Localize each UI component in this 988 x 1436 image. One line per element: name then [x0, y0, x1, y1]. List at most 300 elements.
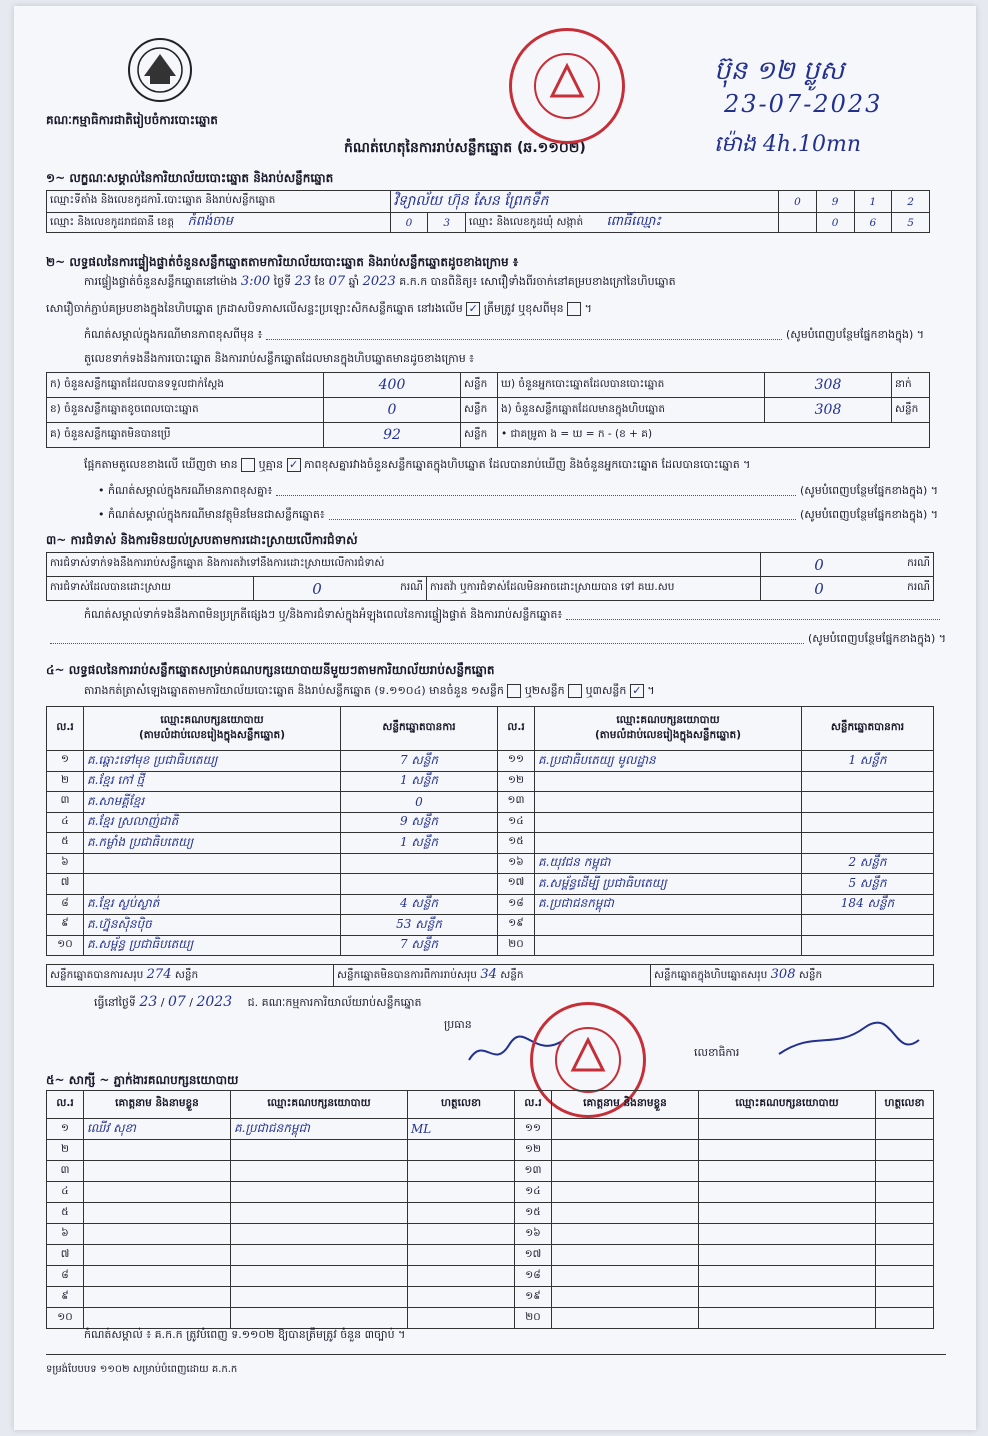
witness-name: [552, 1224, 699, 1245]
witness-row: [47, 1287, 934, 1308]
total-invalid-unit: សន្លឹក: [500, 969, 524, 981]
witness-party: [231, 1245, 408, 1266]
poll-station-value: វិទ្យាល័យ ហ៊ុន សែន ព្រែកទឹក: [390, 191, 778, 213]
witness-no: ១៧: [515, 1245, 552, 1266]
commune-cell: [466, 213, 779, 233]
witness-signature: [876, 1287, 934, 1308]
unused-unit: សន្លឹក: [461, 423, 498, 448]
witness-signature: [408, 1161, 515, 1182]
in-box-label: ង) ចំនួនសន្លឹកឆ្នោតដែលមានក្នុងហិបឆ្នោត: [498, 398, 765, 423]
witness-col-name-right: គោត្តនាម និងនាមខ្លួន: [552, 1091, 699, 1119]
witness-no: ៨: [47, 1266, 84, 1287]
handwritten-note-line1: ប៊ុន ១២ ប្លូស: [714, 56, 845, 86]
secretary-signature: [774, 1020, 924, 1068]
party-votes: 184 សន្លឹក: [802, 894, 934, 915]
witness-no: ២០: [515, 1308, 552, 1329]
witness-party: [231, 1287, 408, 1308]
witness-signature: [408, 1203, 515, 1224]
incorrect-checkbox[interactable]: [567, 302, 581, 316]
col-party-right: [535, 707, 802, 751]
witness-party: [231, 1161, 408, 1182]
one-sheet-checkbox[interactable]: [507, 684, 521, 698]
col-party-title: ឈ្មោះគណបក្សនយោបាយ: [160, 713, 264, 726]
seal-line: សោរ៉ៀំចាក់ភ្ជាប់គម្របខាងក្នុងនៃហិបឆ្នោត ក្រដាសបិទភាសលើសន្ទះប្រឡោះសិកសន្លឹកឆ្នោត នៅរងលើម ✓ ត្រឹមត្រូវ ឬខុសពីមុន ។: [46, 302, 592, 315]
witness-row: [47, 1245, 934, 1266]
witness-no: ១៦: [515, 1224, 552, 1245]
party-row: [47, 874, 934, 895]
party-name: [535, 792, 802, 813]
president-label: ប្រធាន: [444, 1018, 472, 1031]
party-votes: [802, 771, 934, 792]
witness-no: ១០: [47, 1308, 84, 1329]
party-name: គ.ប្រជាធិបតេយ្យ មូលដ្ឋាន: [535, 751, 802, 772]
party-no: ៥: [47, 833, 84, 854]
party-no: ៩: [47, 915, 84, 936]
witness-name: [552, 1266, 699, 1287]
witness-signature: [408, 1266, 515, 1287]
witness-no: ១: [47, 1119, 84, 1140]
witness-name: [552, 1287, 699, 1308]
col-party-subtitle: (តាមលំដាប់លេខរៀងក្នុងសន្លឹកឆ្នោត): [138, 728, 286, 741]
bullet1-field[interactable]: [276, 484, 796, 496]
correct-checkbox[interactable]: ✓: [466, 302, 480, 316]
witness-party: [231, 1224, 408, 1245]
party-votes: [802, 812, 934, 833]
section4-title: ៤~ លទ្ធផលនៃការរាប់សន្លឹកឆ្នោតសម្រាប់គណបក្សនយោបាយនីមួយៗតាមការិយាល័យរាប់សន្លឹកឆ្នោត: [46, 663, 495, 677]
verify-month-label: ខែ: [314, 275, 326, 288]
party-name: [535, 771, 802, 792]
objections-unit: ករណី: [877, 553, 934, 577]
section1-title: ១~ លក្ខណៈសម្គាល់នៃការិយាល័យបោះឆ្នោត និងរាប់សន្លឹកឆ្នោត: [46, 171, 334, 185]
witness-party: [231, 1182, 408, 1203]
spoiled-unit: សន្លឹក: [461, 398, 498, 423]
party-name: គ.ខ្មែរ ស្រលាញ់ជាតិ: [84, 812, 341, 833]
station-code-digit: 2: [892, 191, 930, 213]
total-box-unit: សន្លឹក: [798, 969, 823, 981]
party-votes: 53 សន្លឹក: [341, 915, 498, 936]
party-no: ៦: [47, 853, 84, 874]
party-no: ១: [47, 751, 84, 772]
has-difference-checkbox[interactable]: [241, 458, 255, 472]
date-label: ធ្វើនៅថ្ងៃទី: [94, 996, 136, 1009]
witness-row: [47, 1161, 934, 1182]
province-code-digit: 3: [428, 213, 466, 233]
witness-signature: [876, 1161, 934, 1182]
footer-divider: [46, 1354, 946, 1355]
witness-name: [552, 1245, 699, 1266]
org-name: គណៈកម្មាធិការជាតិរៀបចំការបោះឆ្នោត: [46, 113, 218, 127]
unresolved-label: ការតវ៉ា ឬការជំទាស់ដែលមិនអាចដោះស្រាយបាន ទៅ គឃ.សប: [427, 577, 761, 601]
station-code-digit: 1: [854, 191, 892, 213]
total-valid-label: សន្លឹកឆ្នោតបានការសរុប: [50, 969, 144, 981]
result-line-text: ផ្អែកតាមតួលេខខាងលើ ឃើញថា មាន: [84, 458, 238, 471]
witness-row: [47, 1203, 934, 1224]
witness-name: [84, 1182, 231, 1203]
witness-col-no: ល.រ: [47, 1091, 84, 1119]
witness-signature: [876, 1266, 934, 1287]
party-votes: 7 សន្លឹក: [341, 935, 498, 956]
witness-name: [552, 1161, 699, 1182]
witness-name: [552, 1308, 699, 1329]
witness-row: [47, 1182, 934, 1203]
party-votes: 5 សន្លឹក: [802, 874, 934, 895]
irregularity-note-label: កំណត់សម្គាល់ទាក់ទងនឹងភាពមិនប្រក្រតីផ្សេងៗ ឬ/និងការជំទាស់ក្នុងអំឡុងពេលនៃការផ្ទៀងផ្ទាត់ និងការរាប់សន្លឹកឆ្នោត៖: [84, 608, 563, 621]
witness-no: ៤: [47, 1182, 84, 1203]
party-row: [47, 894, 934, 915]
verify-month: 07: [328, 274, 346, 289]
no-difference-label: ឬគ្មាន: [258, 458, 284, 471]
party-name: គ.ហ្វ៊ុនស៊ិនប៉ិច: [84, 915, 341, 936]
correct-label: ត្រឹមត្រូវ: [483, 302, 515, 315]
commune-value: ពោធិ៍ឈ្មោះ: [606, 214, 662, 229]
total-valid-cell: [47, 965, 334, 987]
witness-name: ឈើវ សុខា: [84, 1119, 231, 1140]
witness-signature: [876, 1308, 934, 1329]
received-value: 400: [324, 373, 461, 398]
witness-row: [47, 1119, 934, 1140]
section2-title: ២~ លទ្ធផលនៃការផ្ទៀងផ្ទាត់ចំនួនសន្លឹកឆ្នោតតាមការិយាល័យបោះឆ្នោត និងរាប់សន្លឹកឆ្នោតដូចខាងក្រោម ៖: [46, 255, 519, 269]
two-sheet-label: ឬ២សន្លឹក: [524, 684, 565, 697]
witness-row: [47, 1224, 934, 1245]
received-unit: សន្លឹក: [461, 373, 498, 398]
province-label: ឈ្មោះ និងលេខកូដរាជធានី ខេត្ត: [50, 216, 175, 228]
bullet2-row: [98, 508, 938, 524]
section1-table: [46, 190, 930, 233]
col-votes-right: សន្លឹកឆ្នោតបានការ: [802, 707, 934, 751]
witness-col-no-right: ល.រ: [515, 1091, 552, 1119]
spoiled-label: ខ) ចំនួនសន្លឹកឆ្នោតខូចពេលបោះឆ្នោត: [47, 398, 324, 423]
witness-name: [84, 1308, 231, 1329]
witness-no: ២: [47, 1140, 84, 1161]
witness-party: [231, 1266, 408, 1287]
witness-col-party-right: ឈ្មោះគណបក្សនយោបាយ: [699, 1091, 876, 1119]
col-party: [84, 707, 341, 751]
col-no-right: ល.រ: [498, 707, 535, 751]
party-name: [84, 874, 341, 895]
nec-emblem-icon: [126, 36, 194, 104]
witness-table: [46, 1090, 934, 1329]
form-title: កំណត់ហេតុនៃការរាប់សន្លឹកឆ្នោត (ឆ.១១០២): [344, 140, 586, 156]
witness-signature: [408, 1182, 515, 1203]
official-stamp-top: [509, 28, 625, 144]
total-valid-unit: សន្លឹក: [174, 969, 199, 981]
party-votes: [341, 853, 498, 874]
witness-signature: [876, 1224, 934, 1245]
party-name: [84, 853, 341, 874]
col-party-title-right: ឈ្មោះគណបក្សនយោបាយ: [616, 713, 720, 726]
witness-party: [699, 1203, 876, 1224]
witness-no: ១៣: [515, 1161, 552, 1182]
station-code-digit: 0: [779, 191, 817, 213]
commune-code-digit: 5: [892, 213, 930, 233]
bullet1-label: • កំណត់សម្គាល់ក្នុងករណីមានភាពខុសគ្នា៖: [98, 484, 273, 497]
witness-name: [84, 1203, 231, 1224]
total-invalid-value: 34: [480, 967, 497, 982]
verify-year: 2023: [362, 274, 396, 289]
witness-party: [699, 1119, 876, 1140]
figures-table: [46, 372, 930, 448]
voters-unit: នាក់: [892, 373, 930, 398]
section3-title: ៣~ ការជំទាស់ និងការមិនយល់ស្របតាមការដោះស្រាយលើការជំទាស់: [46, 533, 358, 547]
footer-text: ទម្រង់បែបបទ ១១០២ សម្រាប់បំពេញដោយ គ.ក.ក: [46, 1364, 238, 1375]
bullet1-row: [98, 484, 938, 500]
objections-label: ការជំទាស់ទាក់ទងនឹងការរាប់សន្លឹកឆ្នោត និងការតវ៉ាទៅនឹងការដោះស្រាយលើការជំទាស់: [47, 553, 761, 577]
total-box-cell: [651, 965, 934, 987]
party-results-table: [46, 706, 934, 956]
resolved-unit: ករណី: [380, 577, 427, 601]
witness-party: [699, 1224, 876, 1245]
anomaly-note-field[interactable]: [266, 328, 782, 340]
verify-day: 23: [294, 274, 312, 289]
anomaly-note-row: [84, 328, 924, 344]
witness-party: [699, 1182, 876, 1203]
party-votes: 2 សន្លឹក: [802, 853, 934, 874]
witness-name: [84, 1266, 231, 1287]
witness-name: [84, 1224, 231, 1245]
handwritten-note-date: 23-07-2023: [724, 90, 883, 118]
party-votes: [802, 935, 934, 956]
party-no: ៤: [47, 812, 84, 833]
party-row: [47, 792, 934, 813]
poll-station-label: ឈ្មោះទីតាំង និងលេខកូដការិ.បោះឆ្នោត និងរាប់សន្លឹកឆ្នោត: [47, 191, 391, 213]
party-row: [47, 751, 934, 772]
witness-name: [552, 1203, 699, 1224]
commune-code-digit: 0: [816, 213, 854, 233]
witness-col-name: គោត្តនាម និងនាមខ្លួន: [84, 1091, 231, 1119]
party-name: គ.ឆ្ពោះទៅមុខ ប្រជាធិបតេយ្យ: [84, 751, 341, 772]
witness-no: ១៤: [515, 1182, 552, 1203]
resolved-label: ការជំទាស់ដែលបានដោះស្រាយ: [47, 577, 254, 601]
party-votes: 4 សន្លឹក: [341, 894, 498, 915]
party-name: គ.កម្លាំង ប្រជាធិបតេយ្យ: [84, 833, 341, 854]
unresolved-value: 0: [761, 577, 878, 601]
objections-table: [46, 552, 934, 601]
verify-line: [84, 274, 944, 291]
witness-signature: [876, 1245, 934, 1266]
witness-signature: [876, 1140, 934, 1161]
party-name: [535, 812, 802, 833]
date-month: 07: [167, 994, 186, 1010]
party-votes: [802, 833, 934, 854]
totals-table: [46, 964, 934, 987]
party-votes: [341, 874, 498, 895]
party-votes: 1 សន្លឹក: [802, 751, 934, 772]
witness-no: ៧: [47, 1245, 84, 1266]
witness-party: គ.ប្រជាជនកម្ពុជា: [231, 1119, 408, 1140]
party-name: គ.ប្រជាជនកម្ពុជា: [535, 894, 802, 915]
commune-code-digit: 6: [854, 213, 892, 233]
party-name: គ.ខ្មែរ កៅ ថ្មី: [84, 771, 341, 792]
party-row: [47, 812, 934, 833]
party-no: ១៨: [498, 894, 535, 915]
witness-no: ៩: [47, 1287, 84, 1308]
witness-party: [231, 1308, 408, 1329]
province-label-cell: [47, 213, 391, 233]
irregularity-note-row2: [46, 632, 946, 648]
received-label: ក) ចំនួនសន្លឹកឆ្នោតដែលបានទទួលជាក់ស្តែង: [47, 373, 324, 398]
party-no: ១៧: [498, 874, 535, 895]
verify-time: 3:00: [240, 274, 271, 289]
party-name: គ.សម្ព័ន្ធ ប្រជាធិបតេយ្យ: [84, 935, 341, 956]
irregularity-note-field[interactable]: [566, 608, 940, 620]
witness-row: [47, 1140, 934, 1161]
total-invalid-cell: [334, 965, 651, 987]
witness-signature: [876, 1182, 934, 1203]
witness-signature: [876, 1203, 934, 1224]
party-no: ៧: [47, 874, 84, 895]
party-no: ៨: [47, 894, 84, 915]
in-box-value: 308: [765, 398, 892, 423]
party-no: ២: [47, 771, 84, 792]
party-votes: 1 សន្លឹក: [341, 833, 498, 854]
secretary-label: លេខាធិការ: [694, 1046, 740, 1059]
figures-intro: តួលេខទាក់ទងនឹងការបោះឆ្នោត និងការរាប់សន្លឹកឆ្នោតដែលមានក្នុងហិបឆ្នោតមានដូចខាងក្រោម ៖: [84, 352, 475, 365]
result-line: [84, 458, 944, 474]
unresolved-unit: ករណី: [877, 577, 934, 601]
party-name: គ.សម្ព័ន្ធដើម្បី ប្រជាធិបតេយ្យ: [535, 874, 802, 895]
party-no: ២០: [498, 935, 535, 956]
witness-party: [699, 1287, 876, 1308]
witness-signature: ML: [408, 1119, 515, 1140]
witness-name: [552, 1119, 699, 1140]
witness-signature: [408, 1308, 515, 1329]
unused-label: គ) ចំនួនសន្លឹកឆ្នោតមិនបានប្រើ: [47, 423, 324, 448]
party-no: ១៥: [498, 833, 535, 854]
commune-label: ឈ្មោះ និងលេខកូដឃុំ សង្កាត់: [469, 216, 584, 228]
party-no: ៣: [47, 792, 84, 813]
witness-name: [552, 1140, 699, 1161]
section5-title: ៥~ សាក្សី ~ ភ្នាក់ងារគណបក្សនយោបាយ: [46, 1073, 239, 1087]
three-sheet-label: ឬ៣សន្លឹក: [585, 684, 627, 697]
total-invalid-label: សន្លឹកឆ្នោតមិនបានការពីការរាប់សរុប: [337, 969, 477, 981]
witness-col-sign-right: ហត្ថលេខា: [876, 1091, 934, 1119]
no-difference-checkbox[interactable]: ✓: [287, 458, 301, 472]
col-no: ល.រ: [47, 707, 84, 751]
witness-row: [47, 1266, 934, 1287]
witness-no: ៣: [47, 1161, 84, 1182]
commune-code-blank: [779, 213, 817, 233]
witness-no: ១២: [515, 1140, 552, 1161]
witness-no: ៥: [47, 1203, 84, 1224]
witness-signature: [408, 1224, 515, 1245]
objections-value: 0: [761, 553, 878, 577]
party-rows: [47, 751, 934, 956]
witness-name: [84, 1287, 231, 1308]
party-votes: [802, 792, 934, 813]
party-name: [535, 915, 802, 936]
party-votes: 0: [341, 792, 498, 813]
bullet1-fill-note: (សូមបំពេញបន្ថែមផ្នែកខាងក្នុង) ។: [799, 484, 938, 497]
total-valid-value: 274: [146, 967, 172, 982]
witness-row: [47, 1308, 934, 1329]
verify-prefix: ការផ្ទៀងផ្ទាត់ចំនួនសន្លឹកឆ្នោតនៅម៉ោង: [84, 275, 238, 288]
witness-name: [84, 1140, 231, 1161]
party-no: ១៦: [498, 853, 535, 874]
witness-signature: [408, 1287, 515, 1308]
irregularity-note-field2[interactable]: [50, 632, 804, 644]
resolved-value: 0: [254, 577, 381, 601]
party-row: [47, 853, 934, 874]
party-no: ១៤: [498, 812, 535, 833]
formula-note: • ជាគម្រូតា ង = ឃ = ក - (ខ + គ): [498, 423, 930, 448]
witness-note: កំណត់សម្គាល់ ៖ គ.ក.ក ត្រូវបំពេញ ទ.១១០២ ឱ្យបានត្រឹមត្រូវ ចំនួន ៣ច្បាប់ ។: [84, 1328, 406, 1341]
handwritten-note-time: ម៉ោង 4h.10mn: [714, 132, 862, 157]
col-party-subtitle-right: (តាមលំដាប់លេខរៀងក្នុងសន្លឹកឆ្នោត): [594, 728, 742, 741]
witness-no: ៦: [47, 1224, 84, 1245]
party-no: ១៩: [498, 915, 535, 936]
irregularity-fill-note: (សូមបំពេញបន្ថែមផ្នែកខាងក្នុង) ។: [807, 632, 946, 645]
ballot-count-form: [14, 6, 976, 1430]
witness-signature: [408, 1140, 515, 1161]
party-name: [535, 935, 802, 956]
witness-party: [699, 1308, 876, 1329]
party-row: [47, 935, 934, 956]
party-no: ១១: [498, 751, 535, 772]
witness-party: [699, 1266, 876, 1287]
tally-sheet-line: តារាងកត់ត្រាសំឡេងឆ្នោតតាមការិយាល័យបោះឆ្នោត និងរាប់សន្លឹកឆ្នោត (ទ.១១០៤) មានចំនួន ១សន្លឹក ឬ២សន្លឹក ឬ៣សន្លឹក ✓ ។: [84, 684, 655, 697]
party-votes: [802, 915, 934, 936]
total-box-label: សន្លឹកឆ្នោតក្នុងហិបឆ្នោតសរុប: [654, 969, 768, 981]
party-row: [47, 771, 934, 792]
party-votes: 7 សន្លឹក: [341, 751, 498, 772]
verify-suffix: គ.ក.ក បានពិនិត្យ៖ សោរ៉ៀំទាំងពីរចាក់នៅគម្របខាងក្រៅនៃហិបឆ្នោត: [399, 275, 676, 288]
witness-party: [231, 1203, 408, 1224]
in-box-unit: សន្លឹក: [892, 398, 930, 423]
date-day: 23: [139, 994, 158, 1010]
bullet2-label: • កំណត់សម្គាល់ក្នុងករណីមានវត្ថុមិនមែនជាសន្លឹកឆ្នោត៖: [98, 508, 325, 521]
spoiled-value: 0: [324, 398, 461, 423]
voters-value: 308: [765, 373, 892, 398]
seal-text: សោរ៉ៀំចាក់ភ្ជាប់គម្របខាងក្នុងនៃហិបឆ្នោត ក្រដាសបិទភាសលើសន្ទះប្រឡោះសិកសន្លឹកឆ្នោត នៅរងលើម: [46, 302, 463, 315]
party-name: [535, 833, 802, 854]
party-name: គ.សាមគ្គីខ្មែរ: [84, 792, 341, 813]
tally-intro: តារាងកត់ត្រាសំឡេងឆ្នោតតាមការិយាល័យបោះឆ្នោត និងរាប់សន្លឹកឆ្នោត (ទ.១១០៤) មានចំនួន ១សន្លឹក: [84, 684, 504, 697]
bullet2-fill-note: (សូមបំពេញបន្ថែមផ្នែកខាងក្នុង) ។: [799, 508, 938, 521]
unused-value: 92: [324, 423, 461, 448]
witness-party: [699, 1245, 876, 1266]
anomaly-fill-note: (សូមបំពេញបន្ថែមផ្នែកខាងក្នុង) ។: [785, 328, 924, 341]
party-no: ១៣: [498, 792, 535, 813]
province-code-digit: 0: [390, 213, 428, 233]
bullet2-field[interactable]: [329, 508, 796, 520]
station-code-digit: 9: [816, 191, 854, 213]
verify-year-label: ឆ្នាំ: [348, 275, 360, 288]
witness-no: ១៩: [515, 1287, 552, 1308]
two-sheet-checkbox[interactable]: [568, 684, 582, 698]
witness-name: [84, 1161, 231, 1182]
verify-day-label: ថ្ងៃទី: [273, 275, 292, 288]
party-row: [47, 915, 934, 936]
party-no: ១០: [47, 935, 84, 956]
witness-name: [552, 1182, 699, 1203]
total-box-value: 308: [770, 967, 796, 982]
three-sheet-checkbox[interactable]: ✓: [630, 684, 644, 698]
voters-label: ឃ) ចំនួនអ្នកបោះឆ្នោតដែលបានបោះឆ្នោត: [498, 373, 765, 398]
date-line: ធ្វើនៅថ្ងៃទី 23 / 07 / 2023 ជ. គណៈកម្មការការិយាល័យរាប់សន្លឹកឆ្នោត: [94, 994, 422, 1010]
party-row: [47, 833, 934, 854]
witness-party: [699, 1161, 876, 1182]
witness-no: ១៨: [515, 1266, 552, 1287]
witness-rows: [47, 1119, 934, 1329]
witness-party: [699, 1140, 876, 1161]
witness-no: ១១: [515, 1119, 552, 1140]
date-year: 2023: [196, 994, 233, 1010]
party-votes: 9 សន្លឹក: [341, 812, 498, 833]
incorrect-label: ឬខុសពីមុន: [518, 302, 564, 315]
signer-label: ជ. គណៈកម្មការការិយាល័យរាប់សន្លឹកឆ្នោត: [247, 996, 422, 1009]
party-name: គ.យុវជន កម្ពុជា: [535, 853, 802, 874]
witness-signature: [876, 1119, 934, 1140]
